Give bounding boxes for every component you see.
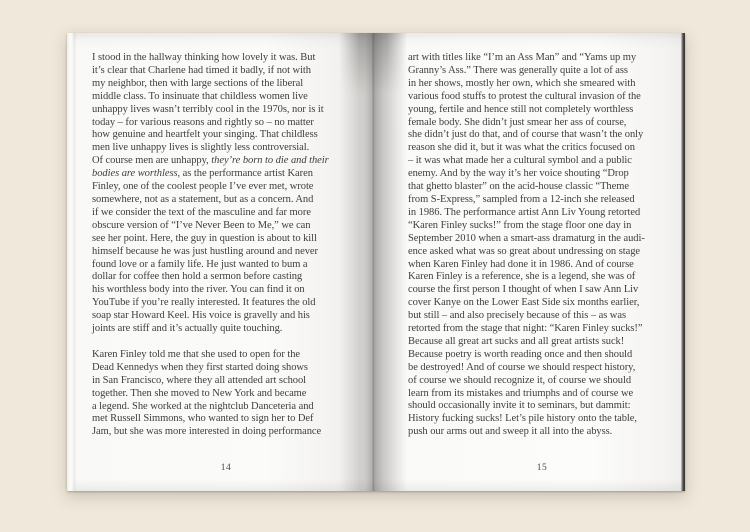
text-line: middle class. To insinuate that childless women live bbox=[92, 90, 308, 102]
text-line: today – for various reasons and rightly so – no matter bbox=[92, 116, 314, 128]
text-line: it’s clear that Charlene had timed it badly, if not with bbox=[92, 64, 312, 76]
text-line: see her point. Here, the guy in question is about to kill bbox=[92, 232, 317, 244]
text-line: in San Francisco, where they all attended art school bbox=[92, 374, 307, 386]
text-line: various food stuffs to protest the cultural invasion of the bbox=[408, 90, 641, 102]
open-book bbox=[67, 33, 685, 491]
book-cover-right-edge bbox=[681, 33, 685, 491]
text-line: be destroyed! And of course we should respect history, bbox=[408, 361, 636, 373]
text-line: how genuine and heartfelt your singing. That childless bbox=[92, 129, 318, 141]
text-line: art with titles like “I’m an Ass Man” and “Yams up my bbox=[408, 52, 637, 63]
text-line: retorted from the stage that night: “Karen Finley sucks!” bbox=[408, 323, 643, 335]
text-line: joints are stiff and it’s actually quite touching. bbox=[92, 323, 283, 335]
text-line: Karen Finley is a reference, she is a legend, she was of bbox=[408, 271, 636, 283]
text-line: I stood in the hallway thinking how lovely it was. But bbox=[92, 52, 316, 63]
text-line: but still – and also precisely because of this – as was bbox=[408, 310, 626, 322]
text-line: when Karen Finley had done it in 1986. And of course bbox=[408, 258, 634, 270]
text-line: if we consider the text of the masculine and far more bbox=[92, 206, 311, 218]
text-line: Dead Kennedys when they first started doing shows bbox=[92, 361, 308, 373]
text-line: she didn’t just do that, and of course that wasn’t the only bbox=[408, 129, 644, 141]
text-line: his worthless body into the river. You can find it on bbox=[92, 284, 305, 296]
text-line: that ghetto blaster” on the acid-house classic “Theme bbox=[408, 181, 629, 193]
text-line: reason she did it, but it was what the critics focused on bbox=[408, 142, 635, 154]
right-page-number: 15 bbox=[536, 463, 548, 473]
text-line: YouTube if you’re really interested. It features the old bbox=[92, 297, 316, 309]
text-line: in 1986. The performance artist Ann Liv Young retorted bbox=[408, 206, 641, 218]
text-line: somewhere, not as a statement, but as a concern. And bbox=[92, 193, 314, 205]
text-line: young, fertile and hence still not completely worthless bbox=[408, 103, 634, 115]
text-line: cover Kanye on the Lower East Side six months earlier, bbox=[408, 297, 640, 309]
text-line: my neighbor, then with large sections of the liberal bbox=[92, 77, 304, 89]
text-line: obscure version of “I’ve Never Been to Me,” we can bbox=[92, 219, 311, 231]
paragraph bbox=[92, 52, 360, 336]
text-line: in her shows, mostly her own, which she smeared with bbox=[408, 77, 636, 89]
text-line: female body. She didn’t just smear her ass of course, bbox=[408, 116, 627, 128]
text-line: enemy. And by the way it’s her voice shouting “Drop bbox=[408, 168, 629, 180]
text-line: learn from its mistakes and triumphs and of course we bbox=[408, 387, 634, 399]
text-line: Karen Finley told me that she used to open for the bbox=[92, 348, 301, 360]
text-line: from S-Express,” sampled from a 12-inch she released bbox=[408, 193, 635, 205]
text-line: together. Then she moved to New York and became bbox=[92, 387, 307, 399]
text-line: Of course men are unhappy, they’re born to die and their bbox=[92, 155, 329, 167]
text-line: September 2010 when a smart-ass dramaturg in the audi- bbox=[408, 232, 645, 244]
text-line: of course we should recognize it, of course we should bbox=[408, 374, 632, 386]
left-page-text bbox=[92, 52, 360, 439]
paragraph bbox=[408, 52, 676, 439]
right-page-text bbox=[408, 52, 676, 439]
text-line: push our arms out and sweep it all into the abyss. bbox=[408, 426, 613, 438]
text-line: “Karen Finley sucks!” from the stage floor one day in bbox=[408, 219, 632, 231]
text-line: soap star Howard Keel. His voice is gravelly and his bbox=[92, 310, 310, 322]
paragraph bbox=[92, 349, 360, 439]
text-line: should occasionally invite it to seminars, but dammit: bbox=[408, 400, 631, 412]
text-line: Granny’s Ass.” There was generally quite a lot of ass bbox=[408, 64, 628, 76]
page-block-left-edge bbox=[67, 33, 76, 491]
left-page-number: 14 bbox=[220, 463, 232, 473]
text-line: himself because he was just hustling around and never bbox=[92, 245, 318, 257]
text-line: unhappy lives wasn’t terribly cool in the 1970s, nor is it bbox=[92, 103, 324, 115]
text-line: dollar for coffee then hold a sermon before casting bbox=[92, 271, 303, 283]
text-line: bodies are worthless, as the performance artist Karen bbox=[92, 168, 313, 180]
text-line: Jam, but she was more interested in doing performance bbox=[92, 426, 322, 438]
text-line: ence asked what was so great about undressing on stage bbox=[408, 245, 641, 257]
text-line: a legend. She worked at the nightclub Danceteria and bbox=[92, 400, 314, 412]
text-line: Finley, one of the coolest people I’ve ever met, wrote bbox=[92, 181, 314, 193]
text-line: course the first person I thought of when I saw Ann Liv bbox=[408, 284, 639, 296]
text-line: – it was what made her a cultural symbol and a public bbox=[408, 155, 632, 167]
text-line: Because poetry is worth reading once and then should bbox=[408, 348, 633, 360]
text-line: men live unhappy lives is slightly less controversial. bbox=[92, 142, 310, 154]
text-line: History fucking sucks! Let’s pile history onto the table, bbox=[408, 413, 637, 425]
text-line: Because all great art sucks and all great artists suck! bbox=[408, 335, 625, 347]
text-line: met Russell Simmons, who wanted to sign her to Def bbox=[92, 413, 314, 425]
text-line: found love or a family life. He just wanted to bum a bbox=[92, 258, 308, 270]
